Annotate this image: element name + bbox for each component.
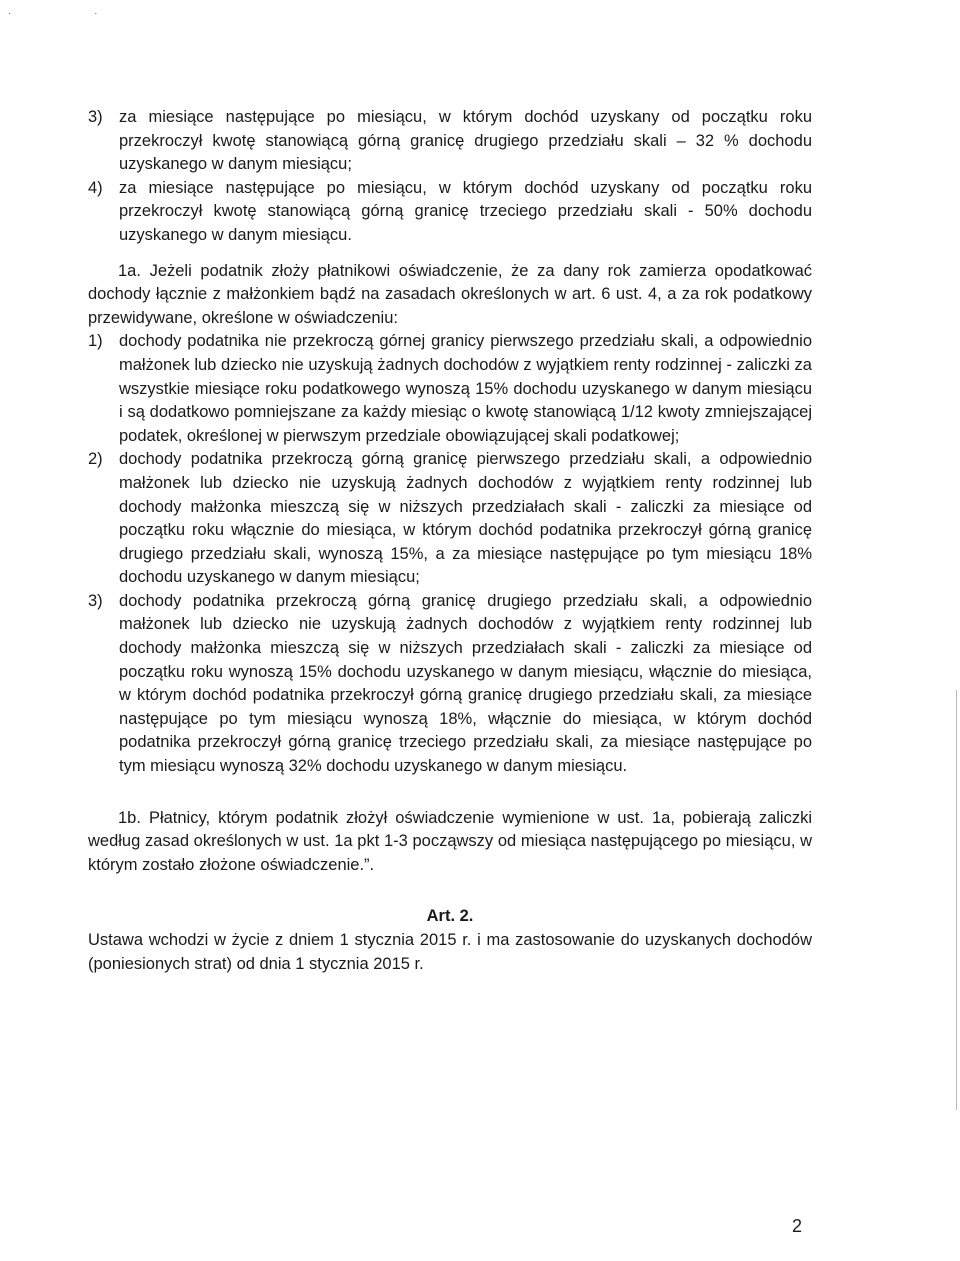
list-item-text: za miesiące następujące po miesiącu, w którym dochód uzyskany od początku roku przekroczył kwotę stanowiącą górną granicę drugiego przedziału skali – 32 % dochodu uzyskanego w danym miesiącu; xyxy=(119,108,812,174)
list-item-text: za miesiące następujące po miesiącu, w którym dochód uzyskany od początku roku przekroczył kwotę stanowiącą górną granicę trzeciego przedziału skali - 50% dochodu uzyskanego w danym miesiącu. xyxy=(119,178,812,244)
list-item-number: 2) xyxy=(88,450,103,469)
paragraph-1a: 1a. Jeżeli podatnik złoży płatnikowi oświadczenie, że za dany rok zamierza opodatkować dochody łącznie z małżonkiem bądź na zasadach określonych w art. 6 ust. 4, a za rok podatkowy przewidywane, określone w oświadczeniu: xyxy=(88,261,812,327)
list-item-text: dochody podatnika nie przekroczą górnej granicy pierwszego przedziału skali, a odpowiednio małżonek lub dziecko nie uzyskują żadnych dochodów z wyjątkiem renty rodzinnej - zaliczki za wszystkie miesiące roku podatkowego wynoszą 15% dochodu uzyskanego w danym miesiącu i są dodatkowo pomniejszane za każdy miesiąc o kwotę stanowiącą 1/12 kwoty zmniejszającej podatek, określonej w pierwszym przedziale obowiązującej skali podatkowej; xyxy=(119,332,812,445)
list-item-number: 3) xyxy=(88,591,103,610)
scan-edge-line xyxy=(956,690,957,1110)
scan-artifact: · · xyxy=(8,8,138,19)
list-item-text: dochody podatnika przekroczą górną granicę pierwszego przedziału skali, a odpowiednio małżonek lub dziecko nie uzyskują żadnych dochodów z wyjątkiem renty rodzinnej lub dochody małżonka mieszczą się w niższych przedziałach skali - zaliczki za miesiące od początku roku włącznie do miesiąca, w którym dochód podatnika przekroczył górną granicę drugiego przedziału skali, wynoszą 15%, a za miesiące następujące po tym miesiącu 18% dochodu uzyskanego w danym miesiącu; xyxy=(119,450,812,587)
list-item xyxy=(88,177,812,248)
list-item-number: 4) xyxy=(88,178,103,197)
document-page xyxy=(88,106,812,976)
list-item xyxy=(88,330,812,448)
list-item xyxy=(88,590,812,779)
list-item-number: 1) xyxy=(88,332,103,351)
paragraph-1b: 1b. Płatnicy, którym podatnik złożył oświadczenie wymienione w ust. 1a, pobierają zaliczki według zasad określonych w ust. 1a pkt 1-3 począwszy od miesiąca następującego po miesiącu, w którym zostało złożone oświadczenie.”. xyxy=(88,808,812,874)
list-item-number: 3) xyxy=(88,108,103,126)
article-text: Ustawa wchodzi w życie z dniem 1 stycznia 2015 r. i ma zastosowanie do uzyskanych dochodów (poniesionych strat) od dnia 1 stycznia 2015 r. xyxy=(88,931,812,973)
list-item-text: dochody podatnika przekroczą górną granicę drugiego przedziału skali, a odpowiednio małżonek lub dziecko nie uzyskują żadnych dochodów z wyjątkiem renty rodzinnej lub dochody małżonka mieszczą się w niższych przedziałach skali - zaliczki za miesiące od początku roku wynoszą 15% dochodu uzyskanego w danym miesiącu, włącznie do miesiąca, w którym dochód podatnika przekroczył górną granicę drugiego przedziału skali, za miesiące następujące po tym miesiącu wynoszą 18%, włącznie do miesiąca, w którym dochód podatnika przekroczył górną granicę trzeciego przedziału skali, za miesiące następujące po tym miesiącu wynoszą 32% dochodu uzyskanego w danym miesiącu. xyxy=(119,591,812,776)
page-number: 2 xyxy=(792,1216,803,1236)
list-item xyxy=(88,106,812,177)
article-title: Art. 2. xyxy=(426,907,474,926)
list-item xyxy=(88,448,812,590)
